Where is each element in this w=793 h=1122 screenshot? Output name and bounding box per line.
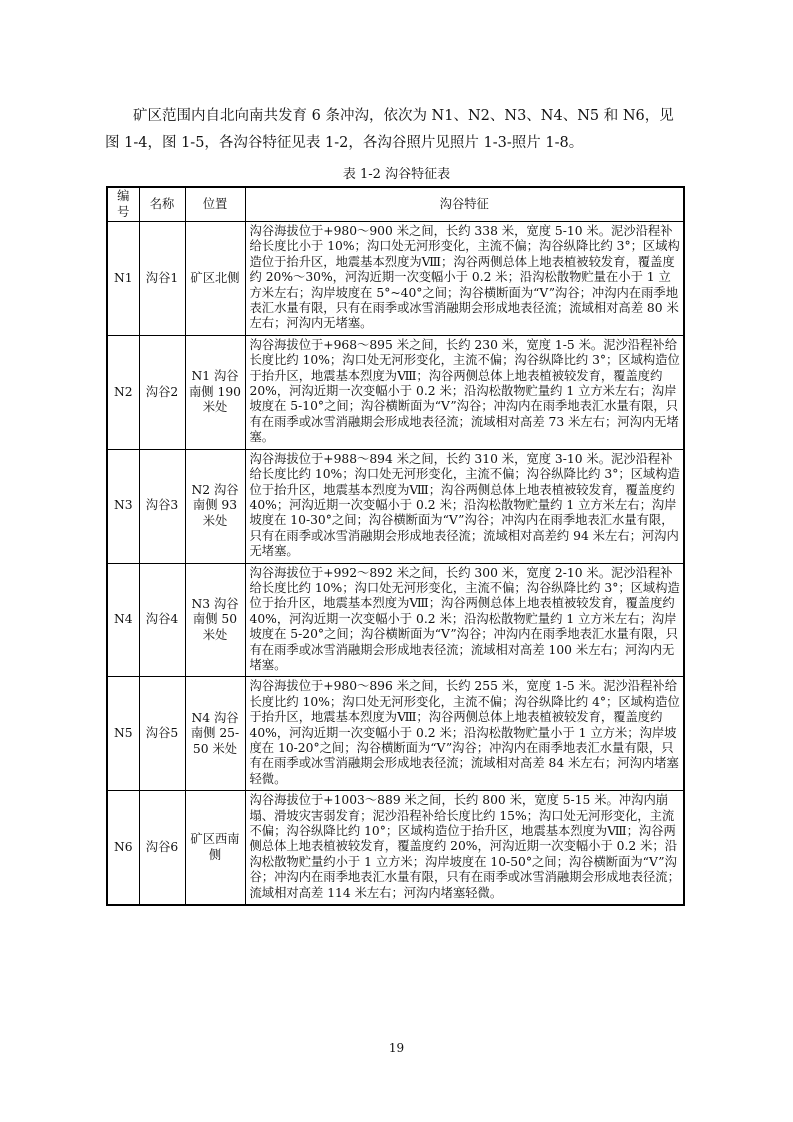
row-location: 矿区西南侧: [185, 791, 245, 905]
row-location: N1 沟谷南侧 190 米处: [185, 335, 245, 449]
row-id: N3: [107, 449, 139, 563]
page-number: 19: [388, 1041, 405, 1055]
row-features: 沟谷海拔位于+980～896 米之间，长约 255 米，宽度 1-5 米。泥沙沿程补给长度比约 10%；沟口处无河形变化，主流不偏；沟谷纵降比约 4°；区域构造位于抬升区，地震基本烈度为Ⅷ；沟谷两侧总体上地表植被较发育，覆盖度约 40%，河沟近期一次变幅小于 0.2 米；沿沟松散物贮量小于 1 立方米；沟岸坡度在 10-20°之间；沟谷横断面为“V”沟谷；冲沟内在雨季地表汇水量有限，只有在雨季或冰雪消融期会形成地表径流；流域相对高差 84 米左右；河沟内堵塞轻微。: [245, 677, 684, 791]
table-header-row: [107, 187, 684, 222]
table-row: [107, 677, 684, 791]
row-location: N2 沟谷南侧 93 米处: [185, 449, 245, 563]
row-id: N2: [107, 335, 139, 449]
gully-characteristics-table: [106, 186, 685, 906]
row-features: 沟谷海拔位于+988～894 米之间，长约 310 米，宽度 3-10 米。泥沙沿程补给长度比约 10%；沟口处无河形变化，主流不偏；沟谷纵降比约 3°；区域构造位于抬升区，地震基本烈度为Ⅷ；沟谷两侧总体上地表植被较发育，覆盖度约 40%；河沟近期一次变幅小于 0.2 米；沿沟松散物贮量约 1 立方米左右；沟岸坡度在 10-30°之间；沟谷横断面为“V”沟谷；冲沟内在雨季地表汇水量有限，只有在雨季或冰雪消融期会形成地表径流；流域相对高差约 94 米左右；河沟内无堵塞。: [245, 449, 684, 563]
header-location: 位置: [185, 187, 245, 222]
row-name: 沟谷6: [139, 791, 185, 905]
row-features: 沟谷海拔位于+1003～889 米之间，长约 800 米，宽度 5-15 米。冲沟内崩塌、滑坡灾害弱发育；泥沙沿程补给长度比约 15%；沟口处无河形变化，主流不偏；沟谷纵降比约 10°；区域构造位于抬升区，地震基本烈度为Ⅷ；沟谷两侧总体上地表植被较发育，覆盖度约 20%，河沟近期一次变幅小于 0.2 米；沿沟松散物贮量约小于 1 立方米；沟岸坡度在 10-50°之间；沟谷横断面为“V”沟谷；冲沟内在雨季地表汇水量有限，只有在雨季或冰雪消融期会形成地表径流；流域相对高差 114 米左右；河沟内堵塞轻微。: [245, 791, 684, 905]
row-name: 沟谷1: [139, 222, 185, 336]
table-row: [107, 791, 684, 905]
row-name: 沟谷3: [139, 449, 185, 563]
table-row: [107, 335, 684, 449]
row-features: 沟谷海拔位于+992～892 米之间，长约 300 米，宽度 2-10 米。泥沙沿程补给长度比约 10%；沟口处无河形变化，主流不偏；沟谷纵降比约 3°；区域构造位于抬升区，地震基本烈度为Ⅷ；沟谷两侧总体上地表植被较发育，覆盖度约 40%，河沟近期一次变幅小于 0.2 米；沿沟松散物贮量约 1 立方米左右；沟岸坡度在 5-20°之间；沟谷横断面为“V”沟谷；冲沟内在雨季地表汇水量有限，只有在雨季或冰雪消融期会形成地表径流；流域相对高差 100 米左右；河沟内无堵塞。: [245, 563, 684, 677]
row-name: 沟谷4: [139, 563, 185, 677]
row-name: 沟谷2: [139, 335, 185, 449]
header-name: 名称: [139, 187, 185, 222]
table-row: [107, 563, 684, 677]
header-id: 编号: [107, 187, 139, 222]
header-features: 沟谷特征: [245, 187, 684, 222]
row-id: N4: [107, 563, 139, 677]
table-caption: 表 1-2 沟谷特征表: [342, 167, 451, 182]
table-row: [107, 449, 684, 563]
row-name: 沟谷5: [139, 677, 185, 791]
row-id: N6: [107, 791, 139, 905]
row-location: 矿区北侧: [185, 222, 245, 336]
row-location: N3 沟谷南侧 50 米处: [185, 563, 245, 677]
row-location: N4 沟谷南侧 25-50 米处: [185, 677, 245, 791]
row-features: 沟谷海拔位于+980～900 米之间，长约 338 米，宽度 5-10 米。泥沙沿程补给长度比小于 10%；沟口处无河形变化，主流不偏；沟谷纵降比约 3°；区域构造位于抬升区，地震基本烈度为Ⅷ；沟谷两侧总体上地表植被较发育，覆盖度约 20%～30%，河沟近期一次变幅小于 0.2 米；沿沟松散物贮量在小于 1 立方米左右；沟岸坡度在 5°~40°之间；沟谷横断面为“V”沟谷；冲沟内在雨季地表汇水量有限，只有在雨季或冰雪消融期会形成地表径流；流域相对高差 80 米左右；河沟内无堵塞。: [245, 222, 684, 336]
table-row: [107, 222, 684, 336]
row-features: 沟谷海拔位于+968～895 米之间，长约 230 米，宽度 1-5 米。泥沙沿程补给长度比约 10%；沟口处无河形变化，主流不偏；沟谷纵降比约 3°；区域构造位于抬升区，地震基本烈度为Ⅷ；沟谷两侧总体上地表植被较发育，覆盖度约 20%，河沟近期一次变幅小于 0.2 米；沿沟松散物贮量约 1 立方米左右；沟岸坡度在 5-10°之间；沟谷横断面为“V”沟谷；冲沟内在雨季地表汇水量有限，只有在雨季或冰雪消融期会形成地表径流；流域相对高差 73 米左右；河沟内无堵塞。: [245, 335, 684, 449]
row-id: N5: [107, 677, 139, 791]
row-id: N1: [107, 222, 139, 336]
intro-paragraph: 矿区范围内自北向南共发育 6 条冲沟，依次为 N1、N2、N3、N4、N5 和 N6，见图 1-4，图 1-5，各沟谷特征见表 1-2，各沟谷照片见照片 1-3-照片 1-8。: [105, 108, 674, 151]
